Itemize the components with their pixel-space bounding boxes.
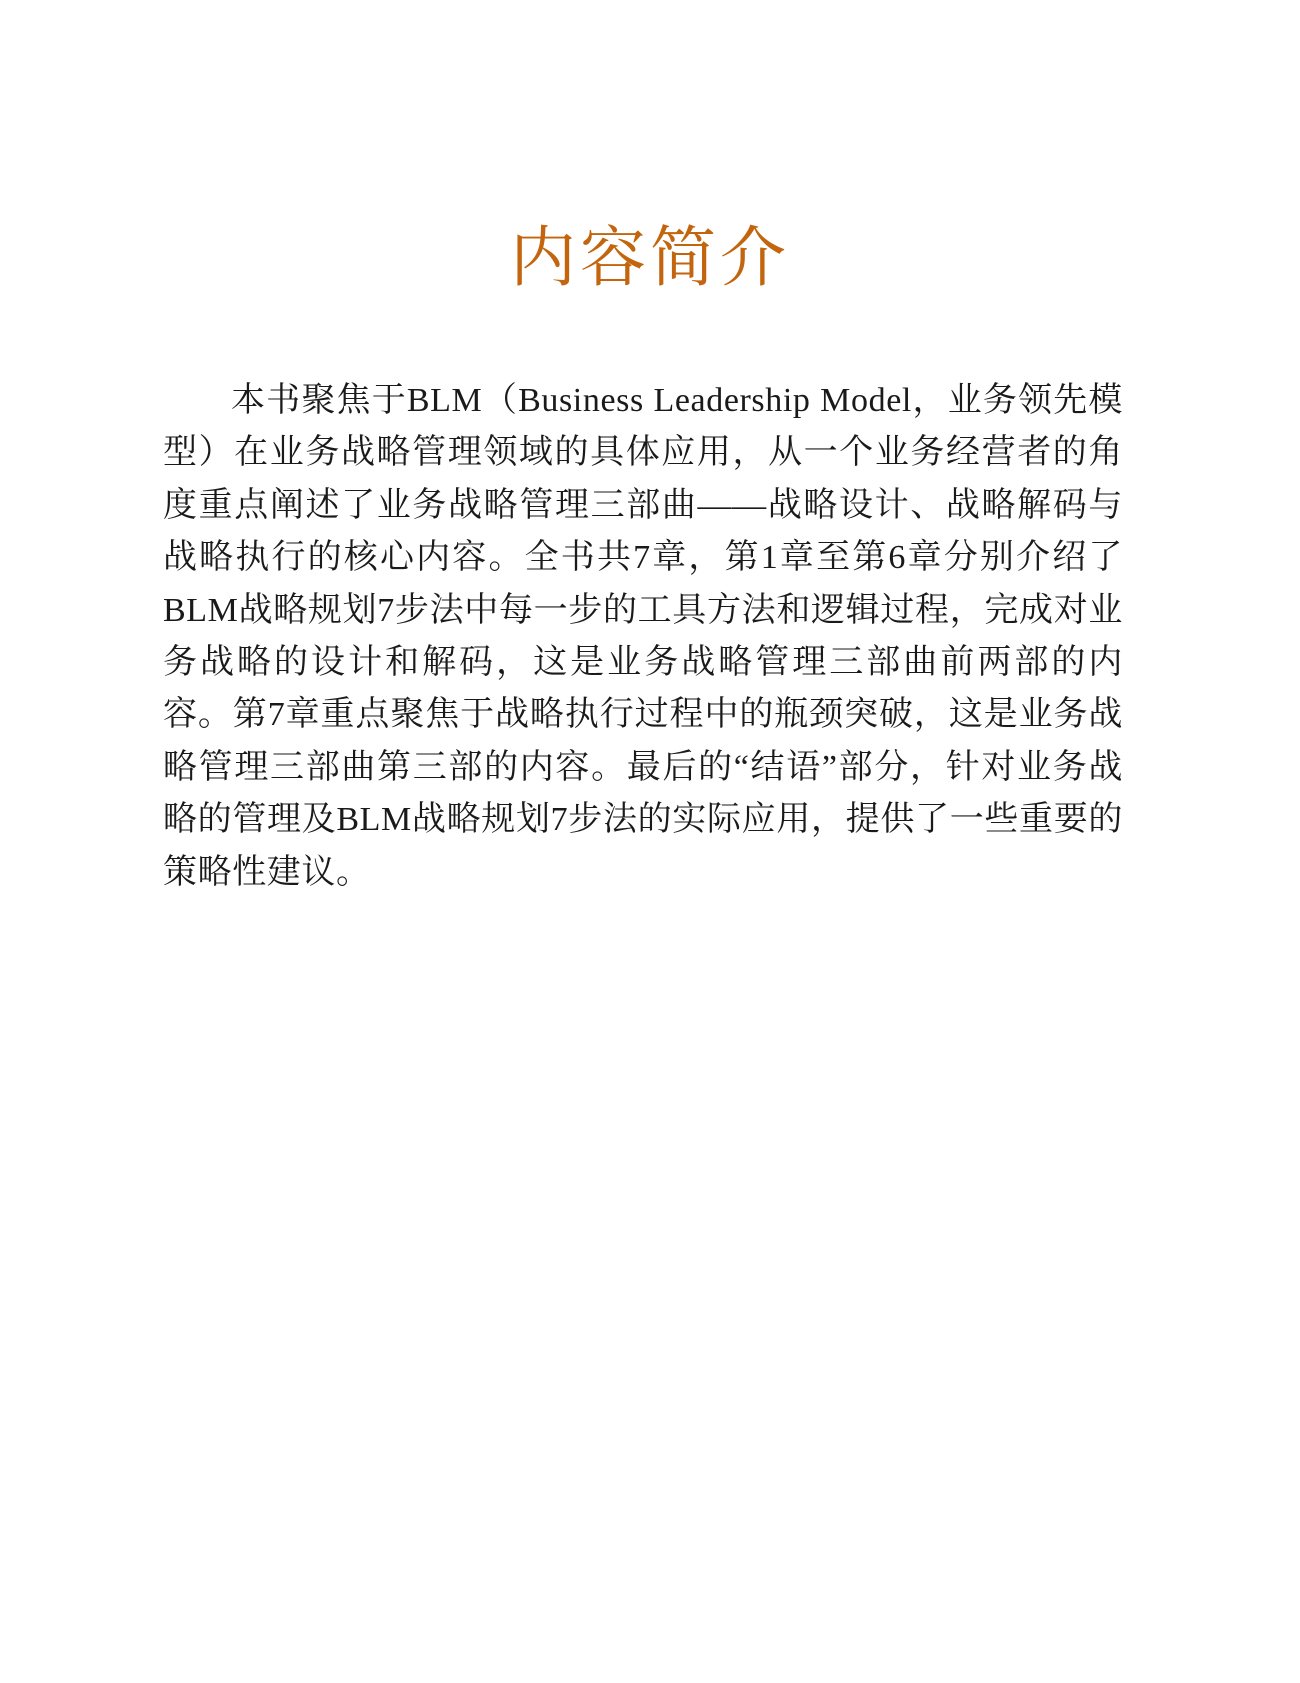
page-title: 内容简介 <box>510 219 790 296</box>
summary-paragraph: 本书聚焦于BLM（Business Leadership Model，业务领先模型）在业务战略管理领域的具体应用，从一个业务经营者的角度重点阐述了业务战略管理三部曲——战略设计、战略解码与战略执行的核心内容。全书共7章，第1章至第6章分别介绍了BLM战略规划7步法中每一步的工具方法和逻辑过程，完成对业务战略的设计和解码，这是业务战略管理三部曲前两部的内容。第7章重点聚焦于战略执行过程中的瓶颈突破，这是业务战略管理三部曲第三部的内容。最后的“结语”部分，针对业务战略的管理及BLM战略规划7步法的实际应用，提供了一些重要的策略性建议。 <box>163 382 1123 891</box>
